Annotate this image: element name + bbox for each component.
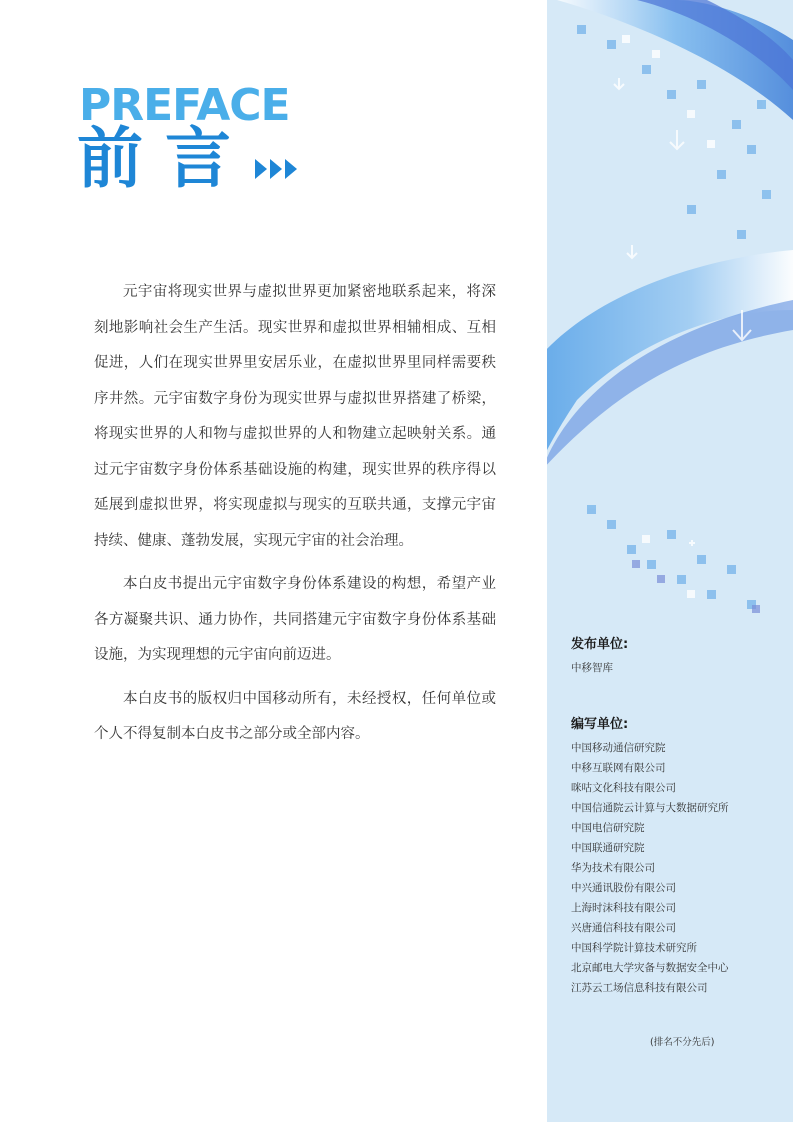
title-english: PREFACE xyxy=(79,80,290,131)
compiler-list xyxy=(571,740,729,1000)
compiler-item: 中兴通讯股份有限公司 xyxy=(571,882,676,894)
title-chinese: 前言 xyxy=(77,120,253,197)
compiler-item: 中移互联网有限公司 xyxy=(571,762,666,774)
compiler-item: 中国信通院云计算与大数据研究所 xyxy=(571,802,729,814)
preface-body xyxy=(94,275,496,761)
triple-arrow-icon xyxy=(255,157,301,181)
order-note: (排名不分先后) xyxy=(650,1037,715,1048)
paragraph-3: 本白皮书的版权归中国移动所有，未经授权，任何单位或个人不得复制本白皮书之部分或全部内容。 xyxy=(94,690,496,742)
compiler-item: 咪咕文化科技有限公司 xyxy=(571,782,676,794)
compiler-item: 兴唐通信科技有限公司 xyxy=(571,922,676,934)
paragraph-1: 元宇宙将现实世界与虚拟世界更加紧密地联系起来，将深刻地影响社会生产生活。现实世界和虚拟世界相辅相成、互相促进，人们在现实世界里安居乐业，在虚拟世界里同样需要秩序井然。元宇宙数字身份为现实世界与虚拟世界搭建了桥梁，将现实世界的人和物与虚拟世界的人和物建立起映射关系。通过元宇宙数字身份体系基础设施的构建，现实世界的秩序得以延展到虚拟世界，将实现虚拟与现实的互联共通，支撑元宇宙持续、健康、蓬勃发展，实现元宇宙的社会治理。 xyxy=(94,284,496,549)
paragraph-2: 本白皮书提出元宇宙数字身份体系建设的构想，希望产业各方凝聚共识、通力协作，共同搭建元宇宙数字身份体系基础设施，为实现理想的元宇宙向前迈进。 xyxy=(94,576,496,663)
compiler-item: 华为技术有限公司 xyxy=(571,862,655,874)
publisher-name: 中移智库 xyxy=(571,662,613,674)
compiler-item: 中国联通研究院 xyxy=(571,842,645,854)
compiler-item: 中国科学院计算技术研究所 xyxy=(571,942,697,954)
compiler-item: 上海时沫科技有限公司 xyxy=(571,902,676,914)
compiler-item: 北京邮电大学灾备与数据安全中心 xyxy=(571,962,729,974)
compiler-item: 中国移动通信研究院 xyxy=(571,742,666,754)
compiler-item: 中国电信研究院 xyxy=(571,822,645,834)
compiler-label: 编写单位: xyxy=(571,717,629,732)
compiler-item: 江苏云工场信息科技有限公司 xyxy=(571,982,708,994)
publisher-label: 发布单位: xyxy=(571,637,629,652)
